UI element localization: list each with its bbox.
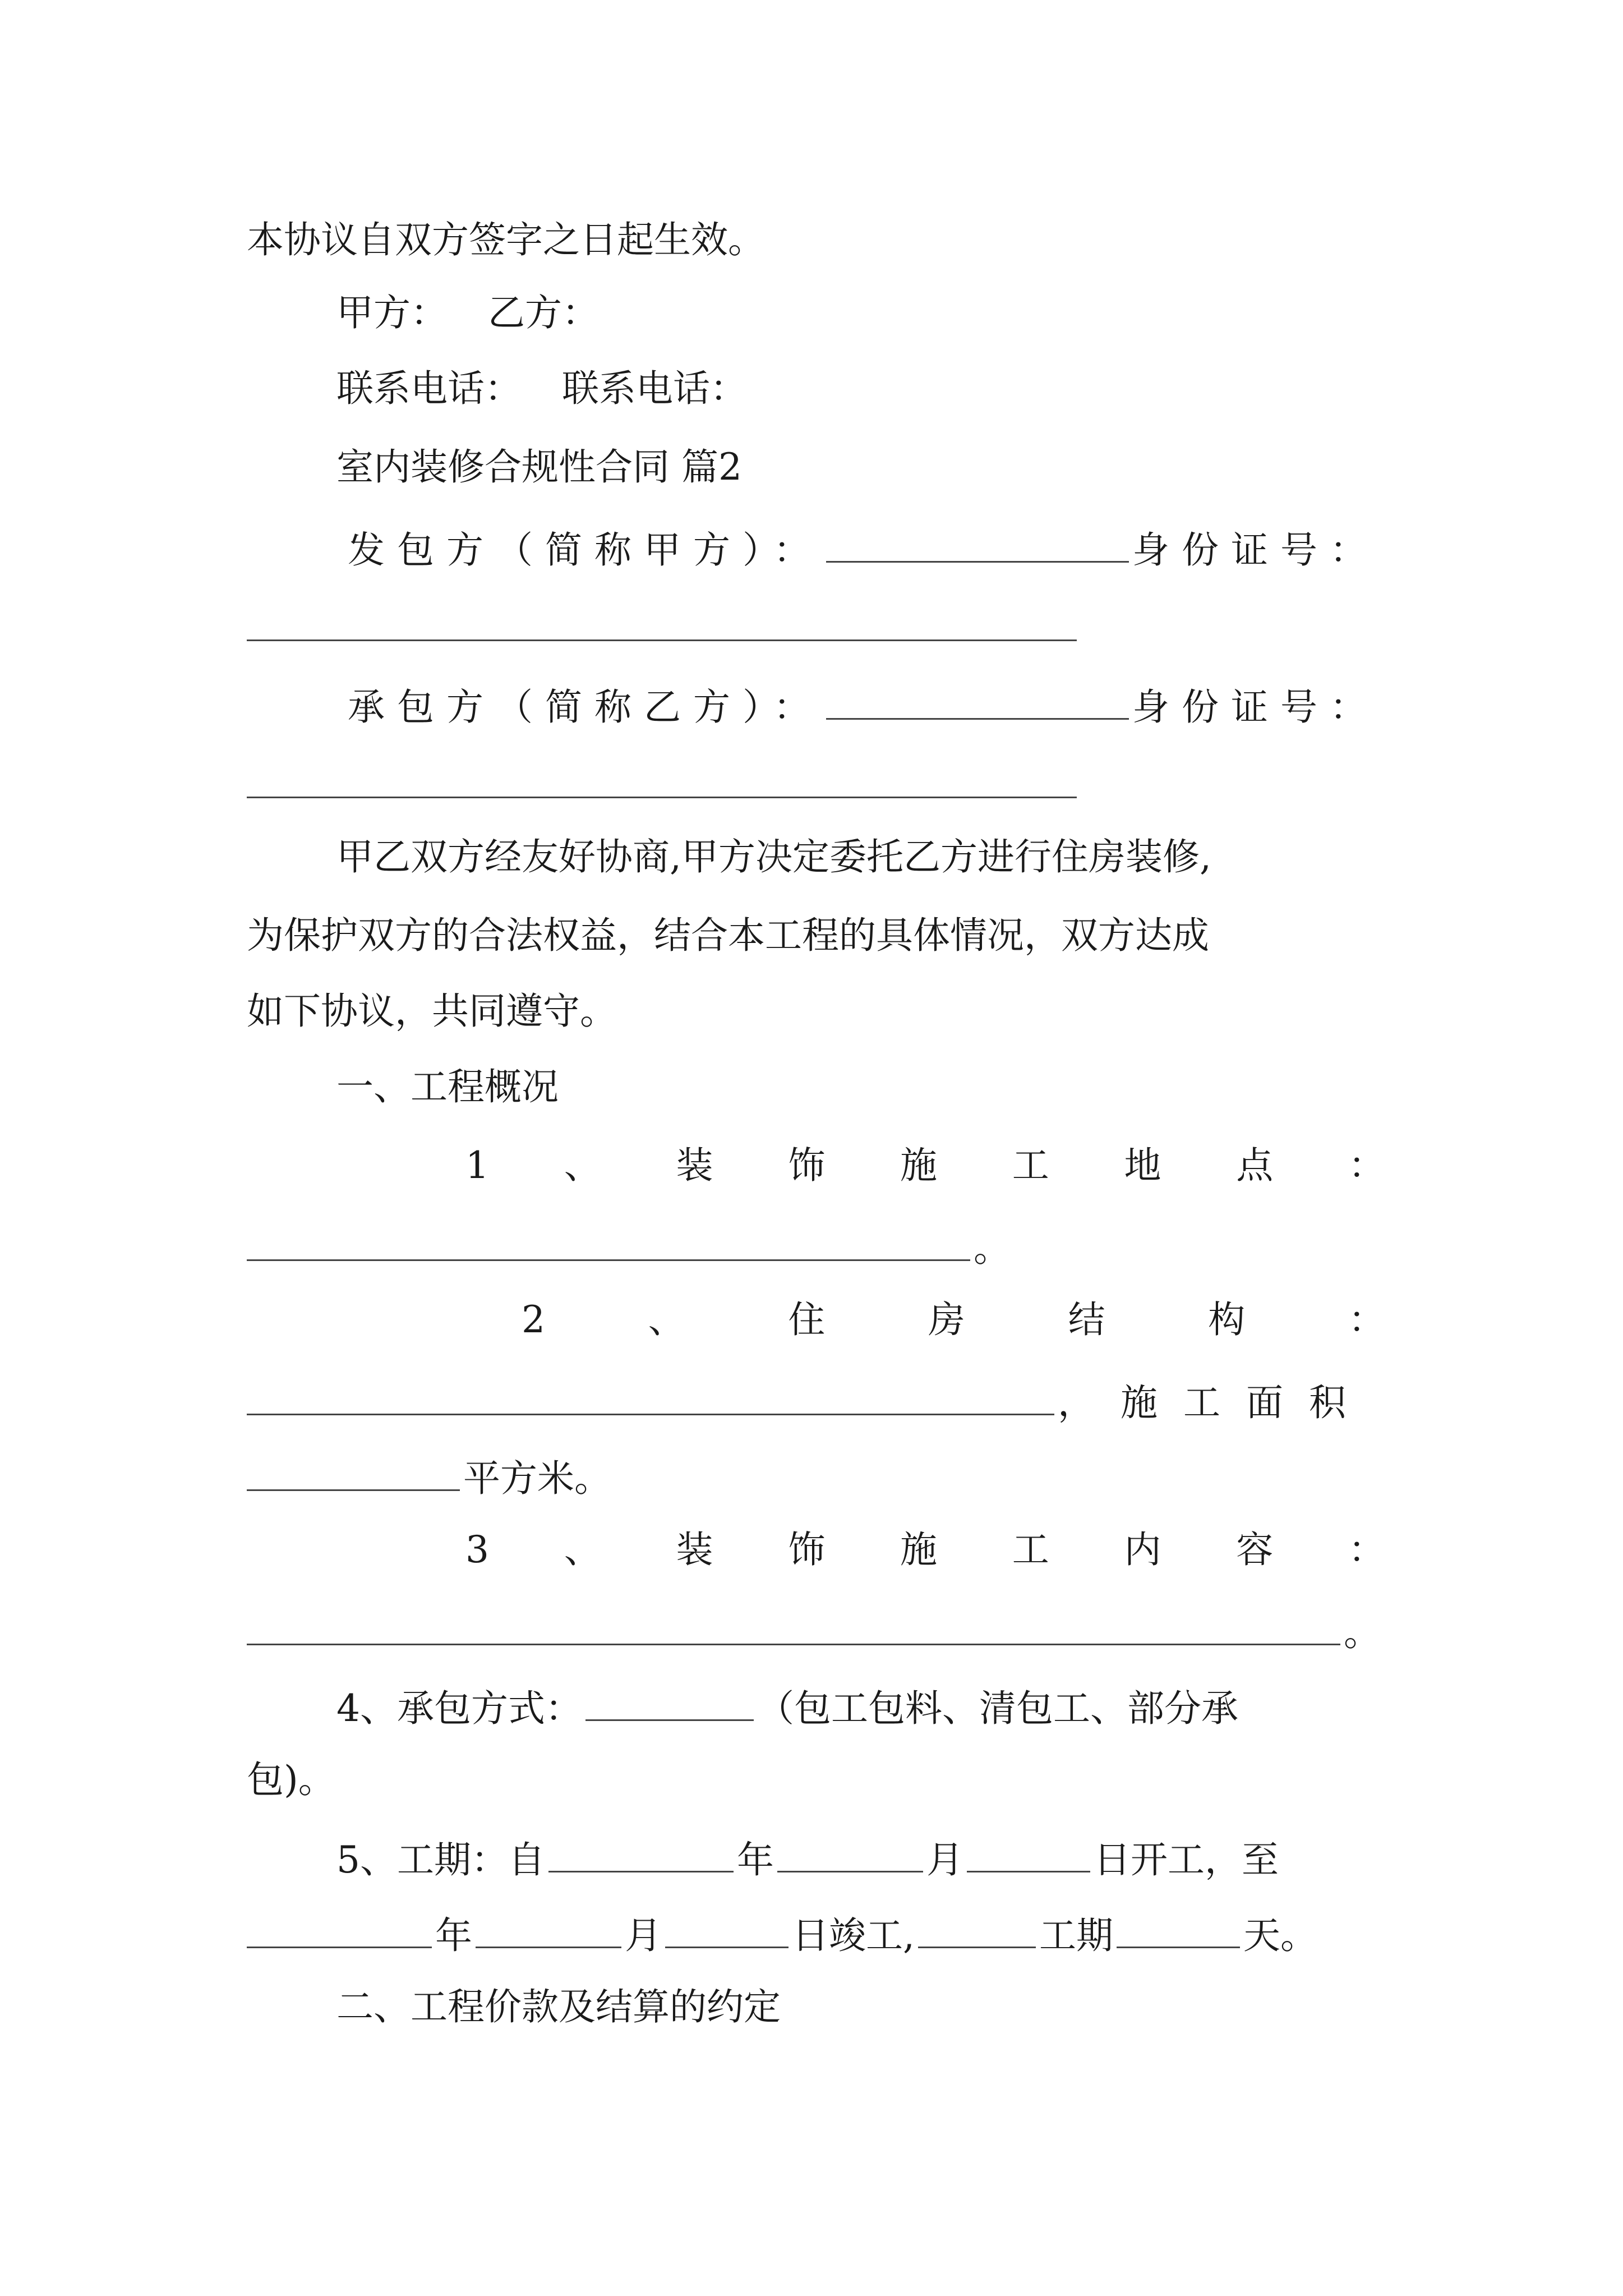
item-5-continued <box>247 1913 1317 1957</box>
month-unit: 月 <box>926 1838 963 1881</box>
item-3-char: 饰 <box>788 1528 826 1571</box>
days-unit: 天。 <box>1243 1914 1317 1957</box>
effective-clause: 本协议自双方签字之日起生效。 <box>247 218 765 261</box>
item-2-area-line <box>247 1456 611 1500</box>
item-1-char: 、 <box>564 1144 601 1187</box>
item-3-char: 、 <box>564 1528 601 1571</box>
area-blank[interactable] <box>247 1456 460 1491</box>
content-blank[interactable] <box>247 1610 1340 1645</box>
contract-mode-label: 4、承包方式： <box>336 1687 582 1730</box>
item-2-char: 2 <box>522 1298 545 1341</box>
item-1-char: 地 <box>1124 1144 1161 1187</box>
employer-id-blank[interactable] <box>247 639 1077 641</box>
item-2-char: 结 <box>1068 1298 1105 1341</box>
intro-line-3: 如下协议，共同遵守。 <box>247 990 617 1033</box>
item-1-end: 。 <box>974 1227 1011 1270</box>
start-label: 日开工，至 <box>1094 1838 1279 1881</box>
contractor-id-blank[interactable] <box>247 797 1077 798</box>
item-3-end: 。 <box>1344 1611 1381 1654</box>
area-label: ，施工面积 <box>1058 1381 1372 1424</box>
item-1-char: 点 <box>1236 1144 1274 1187</box>
duration-label: 5、工期：自 <box>336 1838 545 1881</box>
item-4-continued: 包)。 <box>247 1758 335 1801</box>
item-3-char: 容 <box>1236 1528 1274 1571</box>
end-year-blank[interactable] <box>247 1913 432 1948</box>
item-4-line <box>336 1686 1238 1730</box>
section-title: 室内装修合规性合同 篇2 <box>336 445 742 489</box>
employer-name-blank[interactable] <box>826 527 1129 563</box>
item-2-label <box>522 1298 1385 1341</box>
heading-price-settlement: 二、工程价款及结算的约定 <box>336 1985 781 2028</box>
phone-b-label: 联系电话： <box>561 367 747 410</box>
item-1-char: 工 <box>1012 1144 1049 1187</box>
item-2-char: ： <box>1348 1298 1385 1341</box>
item-2-char: 住 <box>788 1298 826 1341</box>
item-1-value-line <box>247 1226 1011 1270</box>
period-label: 工期 <box>1039 1914 1113 1957</box>
area-unit: 平方米。 <box>463 1457 611 1500</box>
item-2-value-line <box>247 1380 1372 1424</box>
employer-line <box>348 527 1379 572</box>
contract-mode-options: （包工包料、清包工、部分承 <box>757 1687 1238 1730</box>
item-2-char: 、 <box>648 1298 685 1341</box>
item-3-char: 工 <box>1012 1528 1049 1571</box>
intro-line-2: 为保护双方的合法权益，结合本工程的具体情况，双方达成 <box>247 914 1209 957</box>
contract-mode-blank[interactable] <box>585 1686 754 1721</box>
end-month-blank[interactable] <box>476 1913 621 1948</box>
start-month-blank[interactable] <box>777 1837 923 1872</box>
item-3-value-line <box>247 1610 1381 1654</box>
contractor-label: 承包方（简称乙方）： <box>348 685 823 729</box>
days-blank[interactable] <box>1117 1913 1240 1948</box>
item-5-line <box>336 1837 1279 1879</box>
end-label: 日竣工, <box>792 1914 915 1957</box>
contractor-id-label: 身份证号： <box>1132 685 1379 729</box>
period-blank-1[interactable] <box>918 1913 1036 1948</box>
signature-line <box>336 291 599 334</box>
location-blank[interactable] <box>247 1226 970 1261</box>
start-year-blank[interactable] <box>548 1837 734 1872</box>
item-1-char: 饰 <box>788 1144 826 1187</box>
item-1-label <box>465 1144 1385 1187</box>
item-3-label <box>465 1528 1385 1571</box>
end-day-blank[interactable] <box>665 1913 789 1948</box>
party-a-label: 甲方： <box>336 291 448 334</box>
contractor-line <box>348 684 1379 729</box>
item-1-char: ： <box>1348 1144 1385 1187</box>
contractor-name-blank[interactable] <box>826 684 1129 720</box>
employer-label: 发包方（简称甲方）： <box>348 528 823 572</box>
item-3-char: 装 <box>676 1528 713 1571</box>
heading-project-overview: 一、工程概况 <box>336 1065 559 1108</box>
item-3-char: 3 <box>465 1528 489 1571</box>
year-unit: 年 <box>435 1914 472 1957</box>
item-2-char: 房 <box>928 1298 965 1341</box>
party-b-label: 乙方： <box>487 291 599 334</box>
phone-line <box>336 367 747 410</box>
item-1-char: 1 <box>465 1144 489 1187</box>
intro-line-1: 甲乙双方经友好协商,甲方决定委托乙方进行住房装修, <box>336 835 1211 878</box>
item-2-char: 构 <box>1208 1298 1246 1341</box>
item-1-char: 施 <box>900 1144 937 1187</box>
month-unit: 月 <box>625 1914 662 1957</box>
year-unit: 年 <box>737 1838 774 1881</box>
item-3-char: 施 <box>900 1528 937 1571</box>
item-1-char: 装 <box>676 1144 713 1187</box>
phone-a-label: 联系电话： <box>336 367 522 410</box>
structure-blank[interactable] <box>247 1380 1054 1415</box>
start-day-blank[interactable] <box>967 1837 1090 1872</box>
item-3-char: 内 <box>1124 1528 1161 1571</box>
employer-id-label: 身份证号： <box>1132 528 1379 572</box>
item-3-char: ： <box>1348 1528 1385 1571</box>
